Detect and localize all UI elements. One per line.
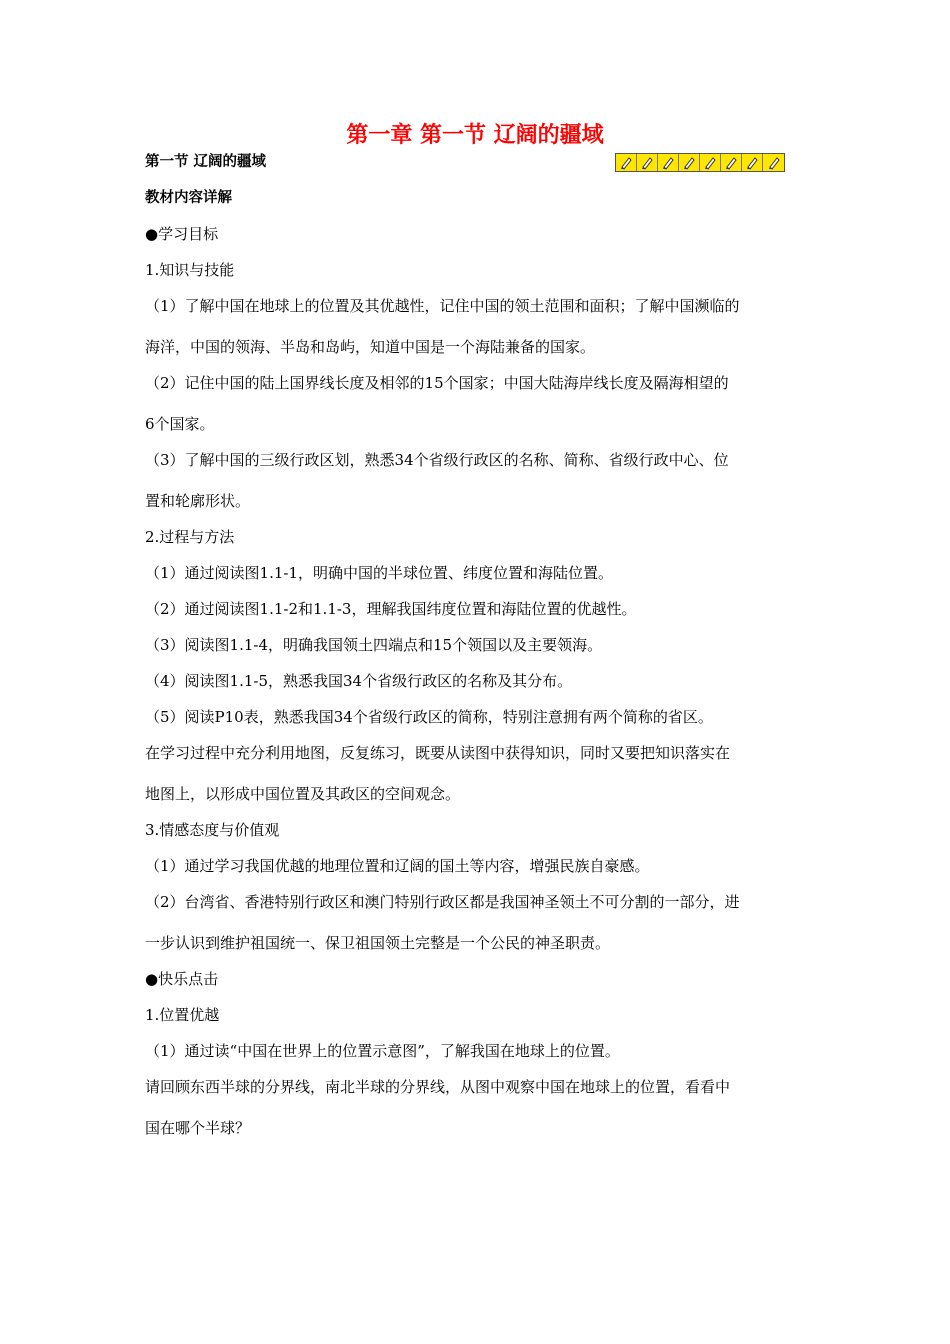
text-line: （3）了解中国的三级行政区划，熟悉34个省级行政区的名称、简称、省级行政中心、位 xyxy=(145,451,729,469)
pencil-icon xyxy=(763,154,784,171)
pencil-icon xyxy=(721,154,742,171)
text-line: 一步认识到维护祖国统一、保卫祖国领土完整是一个公民的神圣职责。 xyxy=(145,934,611,952)
pencil-icon xyxy=(679,154,700,171)
pencil-icon xyxy=(700,154,721,171)
text-line: 6个国家。 xyxy=(145,415,215,433)
text-line: 海洋，中国的领海、半岛和岛屿，知道中国是一个海陆兼备的国家。 xyxy=(145,338,596,356)
pencil-icon xyxy=(616,154,637,171)
text-line: （1）通过学习我国优越的地理位置和辽阔的国土等内容，增强民族自豪感。 xyxy=(145,857,650,875)
text-line: （1）通过读“中国在世界上的位置示意图”，了解我国在地球上的位置。 xyxy=(145,1042,620,1060)
text-line: ●快乐点击 xyxy=(145,970,219,988)
text-line: 1.知识与技能 xyxy=(145,261,235,279)
text-line: 在学习过程中充分利用地图，反复练习，既要从读图中获得知识，同时又要把知识落实在 xyxy=(145,744,731,762)
text-line: （2）记住中国的陆上国界线长度及相邻的15个国家；中国大陆海岸线长度及隔海相望的 xyxy=(145,374,729,392)
section-heading: 第一节 辽阔的疆域 xyxy=(145,154,267,170)
text-line: （5）阅读P10表，熟悉我国34个省级行政区的简称，特别注意拥有两个简称的省区。 xyxy=(145,708,713,726)
pencil-icon xyxy=(658,154,679,171)
text-line: 1.位置优越 xyxy=(145,1006,220,1024)
pencil-icon xyxy=(637,154,658,171)
text-line: （1）了解中国在地球上的位置及其优越性，记住中国的领土范围和面积；了解中国濒临的 xyxy=(145,297,740,315)
text-line: 地图上，以形成中国位置及其政区的空间观念。 xyxy=(145,785,461,803)
text-line: （2）通过阅读图1.1-2和1.1-3，理解我国纬度位置和海陆位置的优越性。 xyxy=(145,600,637,618)
page-title: 第一章 第一节 辽阔的疆域 xyxy=(346,123,604,148)
text-line: （3）阅读图1.1-4，明确我国领土四端点和15个领国以及主要领海。 xyxy=(145,636,603,654)
text-line: 置和轮廓形状。 xyxy=(145,492,251,510)
text-line: （2）台湾省、香港特别行政区和澳门特别行政区都是我国神圣领土不可分割的一部分，进 xyxy=(145,893,740,911)
section-heading: 教材内容详解 xyxy=(145,190,232,206)
pencil-icon xyxy=(742,154,763,171)
decorative-pencil-strip xyxy=(615,153,785,172)
text-line: 2.过程与方法 xyxy=(145,528,235,546)
text-line: （1）通过阅读图1.1-1，明确中国的半球位置、纬度位置和海陆位置。 xyxy=(145,564,614,582)
text-line: （4）阅读图1.1-5，熟悉我国34个省级行政区的名称及其分布。 xyxy=(145,672,573,690)
text-line: 请回顾东西半球的分界线，南北半球的分界线，从图中观察中国在地球上的位置，看看中 xyxy=(145,1078,731,1096)
text-line: 国在哪个半球？ xyxy=(145,1119,251,1137)
text-line: 3.情感态度与价值观 xyxy=(145,821,280,839)
text-line: ●学习目标 xyxy=(145,225,219,243)
